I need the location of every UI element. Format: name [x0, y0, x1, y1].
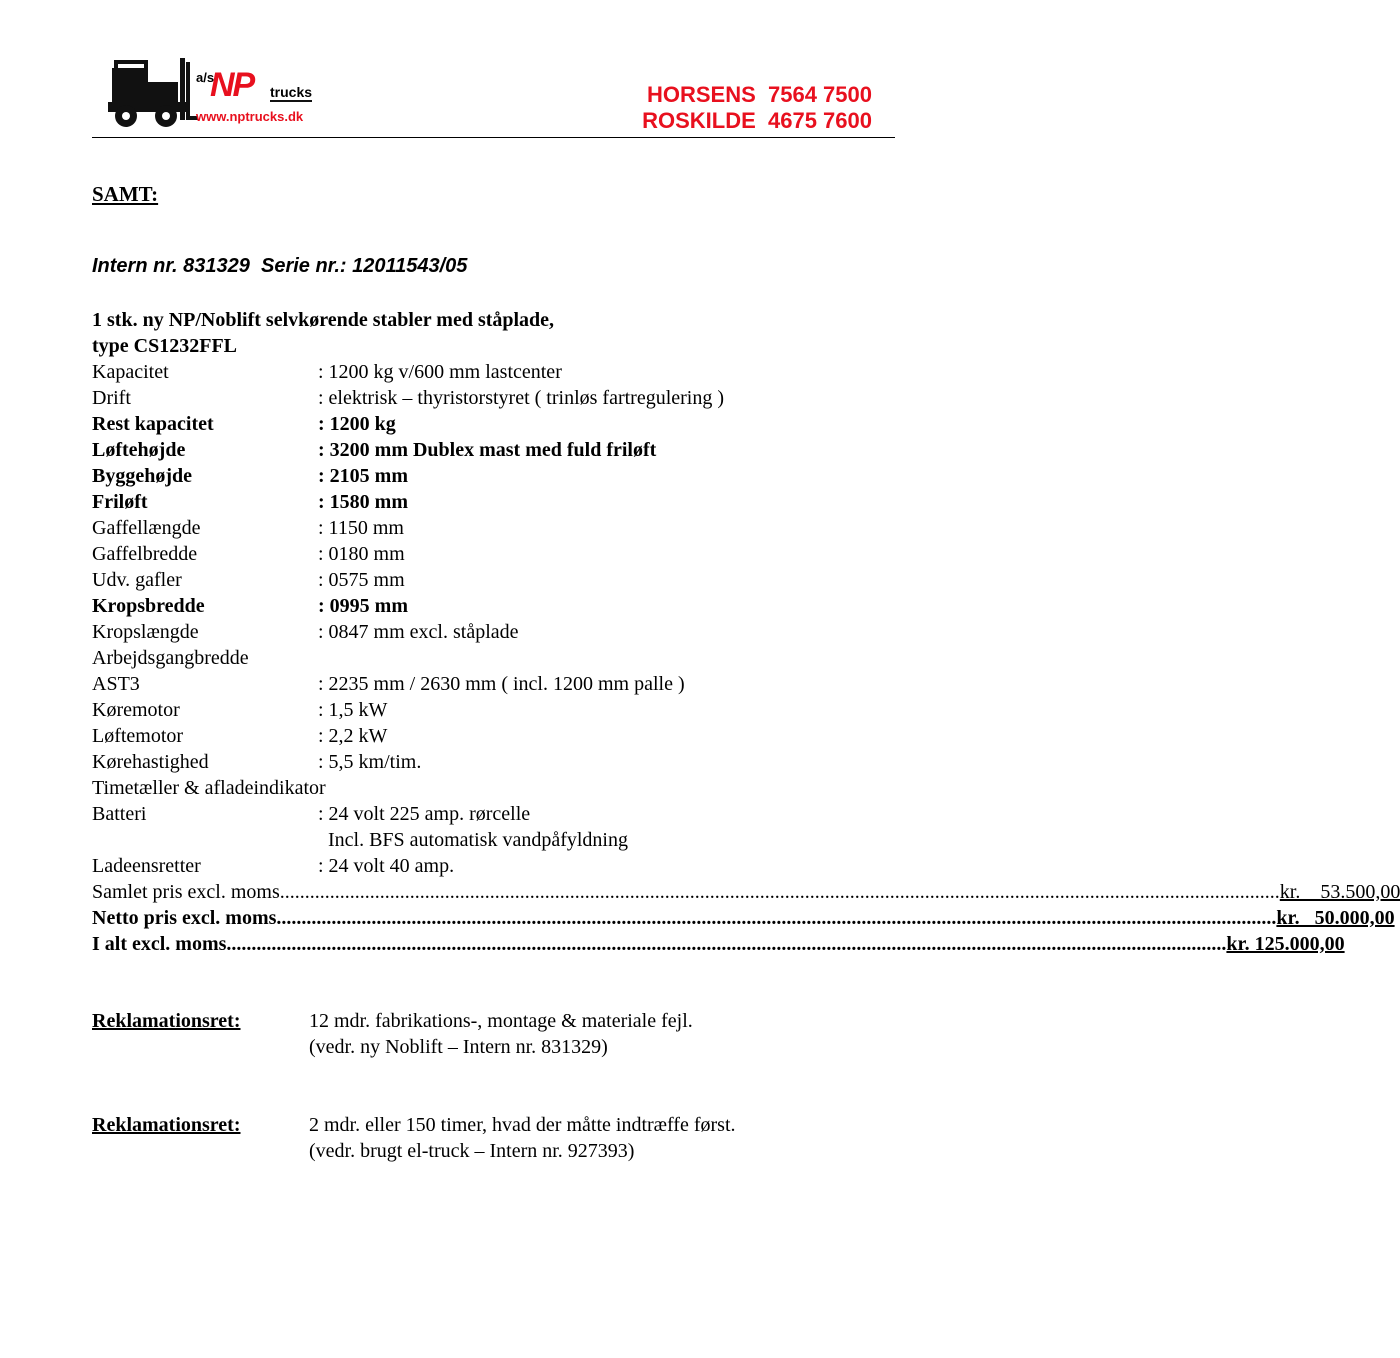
- product-line-1: 1 stk. ny NP/Noblift selvkørende stabler med ståplade,: [92, 309, 555, 331]
- spec-value: : 24 volt 40 amp.: [318, 855, 455, 877]
- spec-value: : 2,2 kW: [318, 725, 388, 747]
- company-logo: [104, 54, 334, 132]
- spec-label: Timetæller & afladeindikator: [92, 777, 326, 799]
- spec-value: : 0180 mm: [318, 543, 405, 565]
- price-label: Netto pris excl. moms: [92, 907, 277, 929]
- price-leader-dots: ........................................................................................................................................................................................................: [226, 933, 1227, 955]
- page-title: SAMT:: [92, 182, 159, 206]
- spec-label: Friløft: [92, 491, 148, 513]
- logo-trucks: trucks: [270, 84, 313, 100]
- spec-value: : 0847 mm excl. ståplade: [318, 621, 519, 643]
- price-row: [92, 879, 1400, 905]
- spec-label: Gaffelbredde: [92, 543, 198, 565]
- spec-label: Kørehastighed: [92, 751, 209, 773]
- spec-label: Udv. gafler: [92, 569, 182, 591]
- spec-label: Rest kapacitet: [92, 413, 214, 435]
- spec-label: Gaffellængde: [92, 517, 201, 539]
- logo-np: NP: [210, 66, 254, 104]
- spec-value: : 1150 mm: [318, 517, 404, 539]
- spec-label: Batteri: [92, 803, 147, 825]
- spec-label: Køremotor: [92, 699, 180, 721]
- reklamation-text-2a: 2 mdr. eller 150 timer, hvad der måtte indtræffe først.: [309, 1114, 736, 1136]
- spec-label: AST3: [92, 673, 140, 695]
- price-leader-dots: ........................................................................................................................................................................................................: [276, 907, 1277, 929]
- reklamation-text-1b: (vedr. ny Noblift – Intern nr. 831329): [309, 1036, 608, 1058]
- spec-value: : 0995 mm: [318, 595, 408, 617]
- price-amount: kr. 53.500,00: [1279, 881, 1400, 903]
- spec-value: : 1580 mm: [318, 491, 408, 513]
- spec-value: : 2235 mm / 2630 mm ( incl. 1200 mm palle ): [318, 673, 685, 695]
- spec-label: Kropslængde: [92, 621, 199, 643]
- spec-label: Ladeensretter: [92, 855, 201, 877]
- reklamation-label-2: Reklamationsret:: [92, 1114, 241, 1136]
- logo-url[interactable]: www.nptrucks.dk: [196, 109, 304, 124]
- logo-as: a/s: [196, 70, 215, 85]
- header-divider: [92, 137, 895, 138]
- reklamation-text-1a: 12 mdr. fabrikations-, montage & materiale fejl.: [309, 1010, 693, 1032]
- price-amount: kr. 50.000,00: [1276, 907, 1395, 929]
- spec-label: Drift: [92, 387, 131, 409]
- spec-value: : 3200 mm Dublex mast med fuld friløft: [318, 439, 657, 461]
- price-label: I alt excl. moms: [92, 933, 227, 955]
- spec-value: : elektrisk – thyristorstyret ( trinløs fartregulering ): [318, 387, 725, 409]
- intern-serie-line: Intern nr. 831329 Serie nr.: 12011543/05: [92, 255, 468, 277]
- spec-label: Kapacitet: [92, 361, 169, 383]
- spec-label: Løftehøjde: [92, 439, 186, 461]
- price-label: Samlet pris excl. moms: [92, 881, 280, 903]
- spec-value: : 0575 mm: [318, 569, 405, 591]
- phone-horsens: HORSENS 7564 7500: [646, 82, 872, 107]
- spec-value: : 1,5 kW: [318, 699, 388, 721]
- spec-label: Løftemotor: [92, 725, 184, 747]
- price-row: [92, 905, 1395, 931]
- price-amount: kr. 125.000,00: [1226, 933, 1345, 955]
- spec-value: : 1200 kg: [318, 413, 396, 435]
- spec-label: Arbejdsgangbredde: [92, 647, 249, 669]
- spec-label: Kropsbredde: [92, 595, 205, 617]
- spec-label: Byggehøjde: [92, 465, 192, 487]
- price-leader-dots: ........................................................................................................................................................................................................: [279, 881, 1280, 903]
- spec-value: Incl. BFS automatisk vandpåfyldning: [318, 829, 628, 851]
- reklamation-text-2b: (vedr. brugt el-truck – Intern nr. 927393): [309, 1140, 635, 1162]
- product-line-2: type CS1232FFL: [92, 335, 237, 357]
- spec-value: : 5,5 km/tim.: [318, 751, 422, 773]
- spec-value: : 2105 mm: [318, 465, 408, 487]
- phone-roskilde: ROSKILDE 4675 7600: [642, 108, 872, 133]
- spec-value: : 24 volt 225 amp. rørcelle: [318, 803, 531, 825]
- spec-value: : 1200 kg v/600 mm lastcenter: [318, 361, 562, 383]
- reklamation-label-1: Reklamationsret:: [92, 1010, 241, 1032]
- price-row: [92, 931, 1345, 957]
